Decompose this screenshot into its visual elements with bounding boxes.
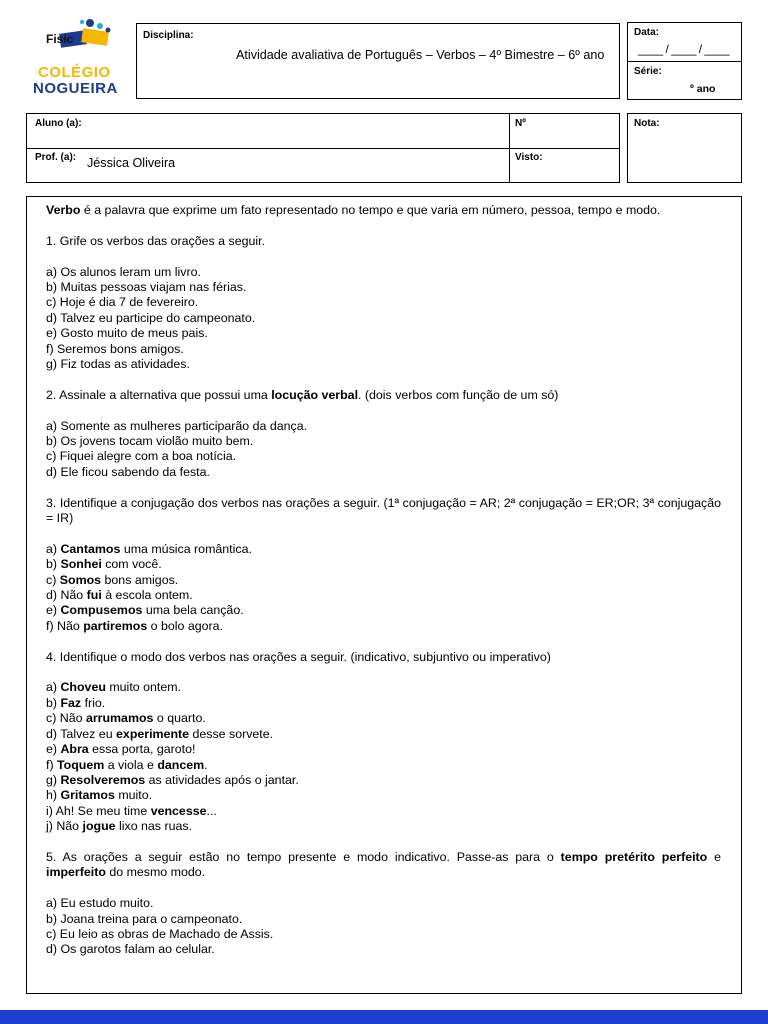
serie-label: Série: [634, 66, 662, 77]
data-serie-box [627, 22, 742, 100]
list-item: b) Os jovens tocam violão muito bem. [46, 434, 254, 449]
numero-label: Nº [515, 118, 526, 129]
list-item: f) Não partiremos o bolo agora. [46, 618, 224, 633]
list-item: b) Muitas pessoas viajam nas férias. [46, 280, 247, 294]
list-item: d) Os garotos falam ao celular. [46, 942, 215, 957]
school-logo [30, 18, 130, 102]
list-item: j) Não jogue lixo nas ruas. [46, 819, 192, 834]
list-item: g) Fiz todas as atividades. [46, 357, 190, 372]
q4-title: 4. Identifique o modo dos verbos nas orações a seguir. (indicativo, subjuntivo ou imperativo) [46, 649, 551, 664]
q3-list [46, 542, 721, 634]
list-item: c) Somos bons amigos. [46, 572, 179, 587]
list-item: d) Talvez eu participe do campeonato. [46, 310, 256, 325]
list-item: a) Os alunos leram um livro. [46, 264, 201, 279]
nota-label: Nota: [634, 118, 660, 129]
list-item: c) Hoje é dia 7 de fevereiro. [46, 295, 199, 310]
list-item: f) Seremos bons amigos. [46, 341, 184, 356]
activity-content [46, 203, 721, 958]
list-item: g) Resolveremos as atividades após o jantar. [46, 772, 299, 787]
list-item: a) Eu estudo muito. [46, 896, 154, 911]
data-label: Data: [634, 27, 660, 38]
list-item: i) Ah! Se meu time vencesse... [46, 803, 217, 818]
list-item: d) Ele ficou sabendo da festa. [46, 464, 210, 479]
disciplina-value: Atividade avaliativa de Português – Verbos – 4º Bimestre – 6º ano [236, 48, 605, 62]
list-item: e) Gosto muito de meus pais. [46, 326, 208, 341]
visto-label: Visto: [515, 152, 543, 163]
list-item: d) Não fui à escola ontem. [46, 588, 193, 603]
q1-list [46, 265, 721, 373]
list-item: d) Talvez eu experimente desse sorvete. [46, 726, 274, 741]
list-item: c) Eu leio as obras de Machado de Assis. [46, 926, 274, 941]
list-item: c) Fiquei alegre com a boa notícia. [46, 449, 237, 464]
list-item: a) Somente as mulheres participarão da dança. [46, 418, 308, 433]
list-item: b) Sonhei com você. [46, 557, 162, 572]
q2-title: 2. Assinale a alternativa que possui uma locução verbal. (dois verbos com função de um só) [46, 387, 559, 402]
data-blank: ____ / ____ / ____ [638, 42, 730, 56]
list-item: f) Toquem a viola e dancem. [46, 757, 208, 772]
q1-title: 1. Grife os verbos das orações a seguir. [46, 233, 266, 248]
list-item: e) Compusemos uma bela canção. [46, 603, 244, 618]
footer-bar [0, 1010, 768, 1024]
q3-title: 3. Identifique a conjugação dos verbos nas orações a seguir. (1ª conjugação = AR; 2ª conjugação = ER;OR; 3ª conjugação = IR) [46, 495, 721, 526]
list-item: b) Joana treina para o campeonato. [46, 911, 243, 926]
q4-list [46, 680, 721, 834]
logo-text-colegio: COLÉGIO [38, 64, 111, 81]
list-item: e) Abra essa porta, garoto! [46, 742, 196, 757]
prof-value: Jéssica Oliveira [87, 156, 176, 170]
serie-value: º ano [690, 83, 716, 95]
student-info-box [26, 113, 620, 183]
prof-label: Prof. (a): [35, 152, 77, 163]
intro-paragraph: Verbo é a palavra que exprime um fato representado no tempo e que varia em número, pessoa, tempo e modo. [46, 203, 661, 217]
aluno-label: Aluno (a): [35, 118, 82, 129]
list-item: a) Choveu muito ontem. [46, 680, 181, 695]
list-item: c) Não arrumamos o quarto. [46, 711, 206, 726]
disciplina-box [136, 23, 620, 99]
list-item: h) Gritamos muito. [46, 788, 153, 803]
logo-text-nogueira: NOGUEIRA [33, 80, 118, 97]
q5-title: 5. As orações a seguir estão no tempo presente e modo indicativo. Passe-as para o tempo pretérito perfeito e imperfeito do mesmo modo. [46, 849, 721, 880]
list-item: b) Faz frio. [46, 695, 106, 710]
disciplina-label: Disciplina: [143, 30, 194, 41]
q5-list [46, 896, 721, 958]
list-item: a) Cantamos uma música romântica. [46, 541, 252, 556]
intro-term: Verbo [46, 203, 81, 217]
q2-list [46, 419, 721, 481]
nota-box [627, 113, 742, 183]
logo-text-fisic: Fisic [46, 32, 74, 46]
